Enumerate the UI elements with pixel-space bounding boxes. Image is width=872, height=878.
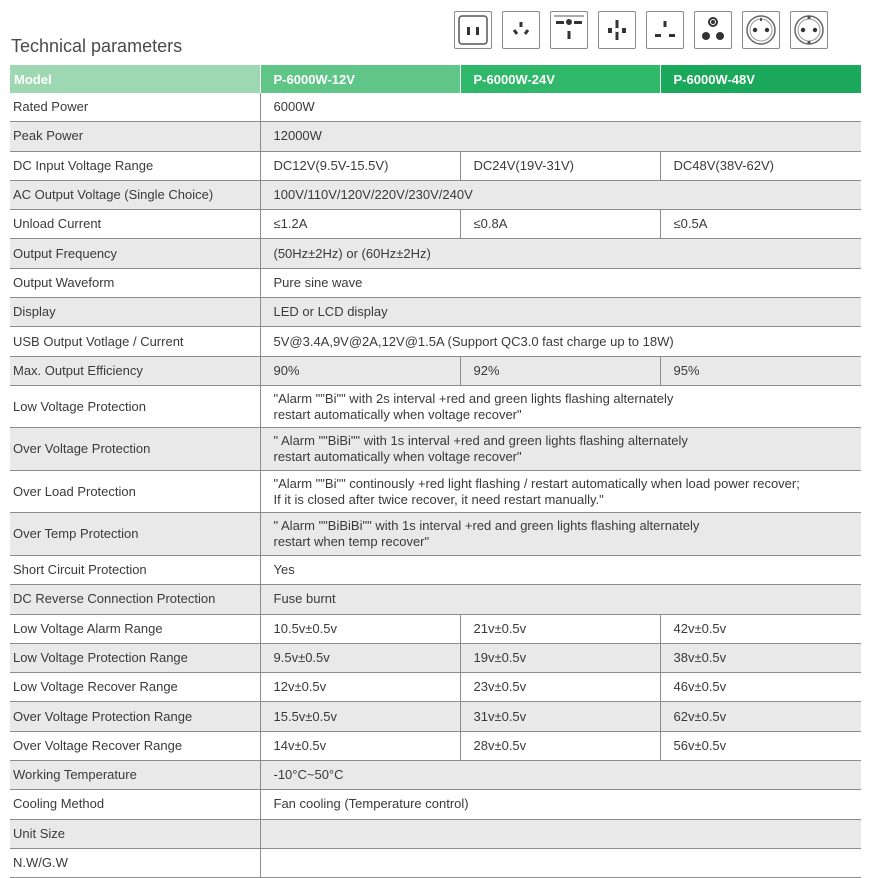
multi-socket-icon: [598, 11, 636, 49]
row-value: LED or LCD display: [260, 298, 861, 327]
table-row: [10, 151, 861, 180]
row-value: [260, 385, 861, 428]
row-value-24v: 31v±0.5v: [460, 702, 660, 731]
row-value: (50Hz±2Hz) or (60Hz±2Hz): [260, 239, 861, 268]
row-value-48v: 46v±0.5v: [660, 673, 861, 702]
row-value-12v: 9.5v±0.5v: [260, 643, 460, 672]
table-row: [10, 122, 861, 151]
header-model: Model: [10, 65, 260, 93]
french-socket-icon: [742, 11, 780, 49]
header-48v: P-6000W-48V: [660, 65, 861, 93]
table-row: [10, 790, 861, 819]
row-label: DC Reverse Connection Protection: [10, 585, 260, 614]
row-value-48v: ≤0.5A: [660, 210, 861, 239]
row-value-12v: DC12V(9.5V-15.5V): [260, 151, 460, 180]
table-row: [10, 93, 861, 122]
row-label: Short Circuit Protection: [10, 555, 260, 584]
row-value: [260, 513, 861, 556]
technical-parameters-table: [10, 65, 861, 878]
row-label: Cooling Method: [10, 790, 260, 819]
row-value-line: " Alarm ""BiBiBi"" with 1s interval +red and green lights flashing alternately: [273, 518, 700, 534]
row-value: 12000W: [260, 122, 861, 151]
row-label: Working Temperature: [10, 761, 260, 790]
table-row: [10, 180, 861, 209]
table-row: [10, 239, 861, 268]
row-value-48v: 62v±0.5v: [660, 702, 861, 731]
row-value: -10°C~50°C: [260, 761, 861, 790]
table-row: [10, 731, 861, 760]
row-value-48v: 95%: [660, 356, 861, 385]
row-label: Unload Current: [10, 210, 260, 239]
table-row: [10, 643, 861, 672]
row-label: Display: [10, 298, 260, 327]
table-row: [10, 761, 861, 790]
row-value-24v: 92%: [460, 356, 660, 385]
table-row: [10, 673, 861, 702]
row-value-24v: 23v±0.5v: [460, 673, 660, 702]
page-title: Technical parameters: [11, 36, 183, 56]
row-value-48v: 56v±0.5v: [660, 731, 861, 760]
table-row: [10, 268, 861, 297]
row-value-24v: 19v±0.5v: [460, 643, 660, 672]
row-value-line: "Alarm ""Bi"" with 2s interval +red and green lights flashing alternately: [273, 390, 674, 406]
table-row: [10, 819, 861, 848]
row-value: [260, 470, 861, 513]
row-label: Output Waveform: [10, 268, 260, 297]
row-value: 100V/110V/120V/220V/230V/240V: [260, 180, 861, 209]
row-label: DC Input Voltage Range: [10, 151, 260, 180]
table-row: [10, 298, 861, 327]
row-label: Low Voltage Recover Range: [10, 673, 260, 702]
row-value: 6000W: [260, 93, 861, 122]
row-value-line: " Alarm ""BiBi"" with 1s interval +red and green lights flashing alternately: [273, 433, 688, 449]
table-row: [10, 585, 861, 614]
table-row: [10, 327, 861, 356]
row-value: Yes: [260, 555, 861, 584]
row-value-line: restart when temp recover": [273, 534, 430, 550]
row-value-24v: 21v±0.5v: [460, 614, 660, 643]
row-value-12v: 15.5v±0.5v: [260, 702, 460, 731]
row-value-12v: 12v±0.5v: [260, 673, 460, 702]
row-label: Low Voltage Protection: [10, 385, 260, 428]
schuko-socket-icon: [790, 11, 828, 49]
table-body: [10, 93, 861, 878]
row-label: Over Voltage Protection Range: [10, 702, 260, 731]
row-label: USB Output Votlage / Current: [10, 327, 260, 356]
table-row: [10, 356, 861, 385]
row-value: 5V@3.4A,9V@2A,12V@1.5A (Support QC3.0 fast charge up to 18W): [260, 327, 861, 356]
row-label: Over Voltage Recover Range: [10, 731, 260, 760]
row-label: Max. Output Efficiency: [10, 356, 260, 385]
row-value-48v: DC48V(38V-62V): [660, 151, 861, 180]
row-value-24v: ≤0.8A: [460, 210, 660, 239]
row-value: Fuse burnt: [260, 585, 861, 614]
row-label: Over Load Protection: [10, 470, 260, 513]
header-12v: P-6000W-12V: [260, 65, 460, 93]
table-row: [10, 470, 861, 513]
row-label: Output Frequency: [10, 239, 260, 268]
row-label: Rated Power: [10, 93, 260, 122]
row-value-12v: 14v±0.5v: [260, 731, 460, 760]
row-value: Pure sine wave: [260, 268, 861, 297]
table-header-row: [10, 65, 861, 93]
row-value-line: "Alarm ""Bi"" continously +red light flashing / restart automatically when load power recover;: [273, 475, 800, 491]
table-row: [10, 555, 861, 584]
row-value-12v: ≤1.2A: [260, 210, 460, 239]
au-socket-icon: [502, 11, 540, 49]
row-label: Peak Power: [10, 122, 260, 151]
table-row: [10, 428, 861, 471]
row-label: Over Temp Protection: [10, 513, 260, 556]
uk-socket-icon: [646, 11, 684, 49]
row-label: Low Voltage Alarm Range: [10, 614, 260, 643]
row-value-24v: 28v±0.5v: [460, 731, 660, 760]
universal-socket-icon: [550, 11, 588, 49]
table-row: [10, 210, 861, 239]
row-value-line: restart automatically when voltage recover": [273, 406, 522, 422]
row-label: Low Voltage Protection Range: [10, 643, 260, 672]
header-24v: P-6000W-24V: [460, 65, 660, 93]
row-value-12v: 90%: [260, 356, 460, 385]
row-label: AC Output Voltage (Single Choice): [10, 180, 260, 209]
table-row: [10, 702, 861, 731]
row-label: Over Voltage Protection: [10, 428, 260, 471]
table-row: [10, 513, 861, 556]
row-value-24v: DC24V(19V-31V): [460, 151, 660, 180]
table-row: [10, 385, 861, 428]
row-value-12v: 10.5v±0.5v: [260, 614, 460, 643]
row-value-48v: 38v±0.5v: [660, 643, 861, 672]
row-value: Fan cooling (Temperature control): [260, 790, 861, 819]
row-value-line: restart automatically when voltage recover": [273, 449, 522, 465]
three-pin-round-socket-icon: [694, 11, 732, 49]
row-value-line: If it is closed after twice recover, it need restart manually.": [273, 491, 604, 507]
row-value: [260, 848, 861, 877]
table-row: [10, 848, 861, 877]
row-label: Unit Size: [10, 819, 260, 848]
row-value-48v: 42v±0.5v: [660, 614, 861, 643]
us-socket-icon: [454, 11, 492, 49]
row-value: [260, 819, 861, 848]
row-label: N.W/G.W: [10, 848, 260, 877]
row-value: [260, 428, 861, 471]
table-row: [10, 614, 861, 643]
socket-types: [454, 11, 828, 49]
